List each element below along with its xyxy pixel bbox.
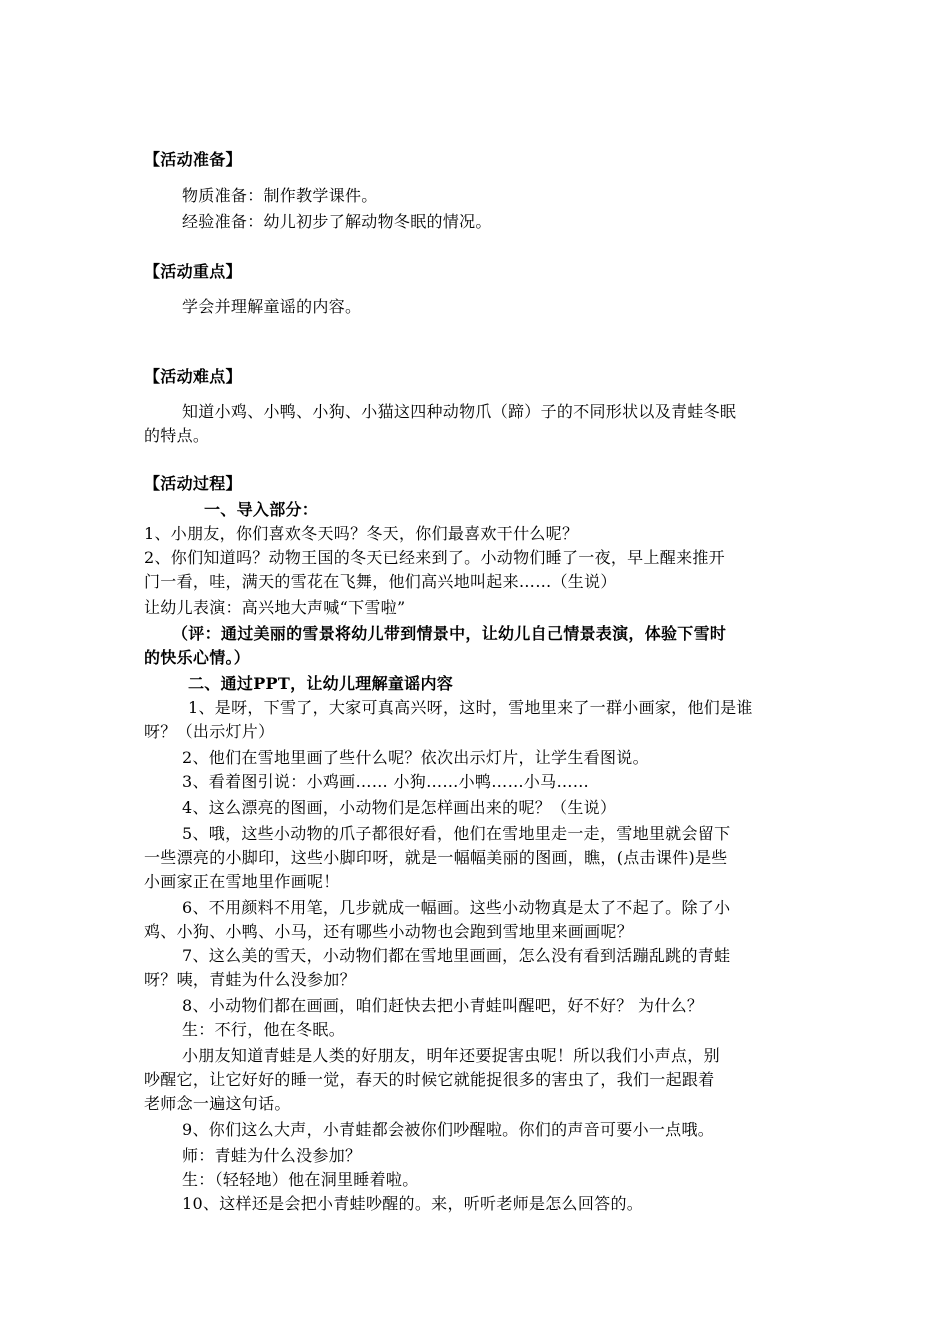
step1-line: 1、是呀，下雪了，大家可真高兴呀，这时，雪地里来了一群小画家，他们是谁 [188, 698, 753, 717]
experience-preparation: 经验准备：幼儿初步了解动物冬眠的情况。 [182, 212, 492, 231]
step6-line: 6、不用颜料不用笔，几步就成一幅画。这些小动物真是太了不起了。除了小 [182, 898, 731, 917]
step8-answer: 生：不行，他在冬眠。 [182, 1020, 346, 1039]
step8: 8、小动物们都在画画，咱们赶快去把小青蛙叫醒吧，好不好？ 为什么？ [182, 996, 704, 1015]
step2: 2、他们在雪地里画了些什么呢？依次出示灯片，让学生看图说。 [182, 748, 649, 767]
step9: 9、你们这么大声，小青蛙都会被你们吵醒啦。你们的声音可要小一点哦。 [182, 1120, 715, 1139]
perform-instruction: 让幼儿表演：高兴地大声喊“下雪啦” [144, 598, 406, 617]
section-heading-process: 【活动过程】 [144, 474, 242, 493]
comment-line: 的快乐心情。） [144, 648, 251, 667]
step1-line: 呀？（出示灯片） [144, 722, 275, 741]
paragraph-line: 小朋友知道青蛙是人类的好朋友，明年还要捉害虫呢！所以我们小声点，别 [182, 1046, 720, 1065]
key-point-text: 学会并理解童谣的内容。 [182, 297, 362, 316]
part1-title: 一、导入部分： [204, 500, 319, 519]
difficulty-text-line: 知道小鸡、小鸭、小狗、小猫这四种动物爪（蹄）子的不同形状以及青蛙冬眠 [182, 402, 737, 421]
part1-item2-line: 2、你们知道吗？动物王国的冬天已经来到了。小动物们睡了一夜，早上醒来推开 [144, 548, 725, 567]
paragraph-line: 老师念一遍这句话。 [144, 1094, 291, 1113]
step6-line: 鸡、小狗、小鸭、小马，还有哪些小动物也会跑到雪地里来画画呢？ [144, 922, 634, 941]
section-heading-preparation: 【活动准备】 [144, 150, 242, 169]
step4: 4、这么漂亮的图画，小动物们是怎样画出来的呢？（生说） [182, 798, 617, 817]
comment-line: （评：通过美丽的雪景将幼儿带到情景中，让幼儿自己情景表演，体验下雪时 [172, 624, 727, 643]
student-line: 生：（轻轻地）他在洞里睡着啦。 [182, 1170, 419, 1189]
step5-line: 5、哦，这些小动物的爪子都很好看，他们在雪地里走一走，雪地里就会留下 [182, 824, 731, 843]
difficulty-text-line: 的特点。 [144, 426, 210, 445]
step5-line: 小画家正在雪地里作画呢！ [144, 872, 340, 891]
step5-line: 一些漂亮的小脚印，这些小脚印呀，就是一幅幅美丽的图画，瞧，(点击课件)是些 [144, 848, 728, 867]
part2-title: 二、通过PPT，让幼儿理解童谣内容 [188, 674, 454, 693]
step10: 10、这样还是会把小青蛙吵醒的。来，听听老师是怎么回答的。 [182, 1194, 644, 1213]
paragraph-line: 吵醒它，让它好好的睡一觉，春天的时候它就能捉很多的害虫了，我们一起跟着 [144, 1070, 715, 1089]
step3: 3、看着图引说：小鸡画…… 小狗……小鸭……小马…… [182, 772, 590, 791]
teacher-line: 师：青蛙为什么没参加？ [182, 1146, 362, 1165]
material-preparation: 物质准备：制作教学课件。 [182, 186, 378, 205]
part1-item1: 1、小朋友，你们喜欢冬天吗？冬天，你们最喜欢干什么呢？ [144, 524, 579, 543]
step7-line: 7、这么美的雪天，小动物们都在雪地里画画，怎么没有看到活蹦乱跳的青蛙 [182, 946, 731, 965]
part1-item2-line: 门一看，哇，满天的雪花在飞舞，他们高兴地叫起来……（生说） [144, 572, 617, 591]
step7-line: 呀？咦，青蛙为什么没参加？ [144, 970, 356, 989]
section-heading-difficulty: 【活动难点】 [144, 367, 242, 386]
section-heading-key-point: 【活动重点】 [144, 262, 242, 281]
